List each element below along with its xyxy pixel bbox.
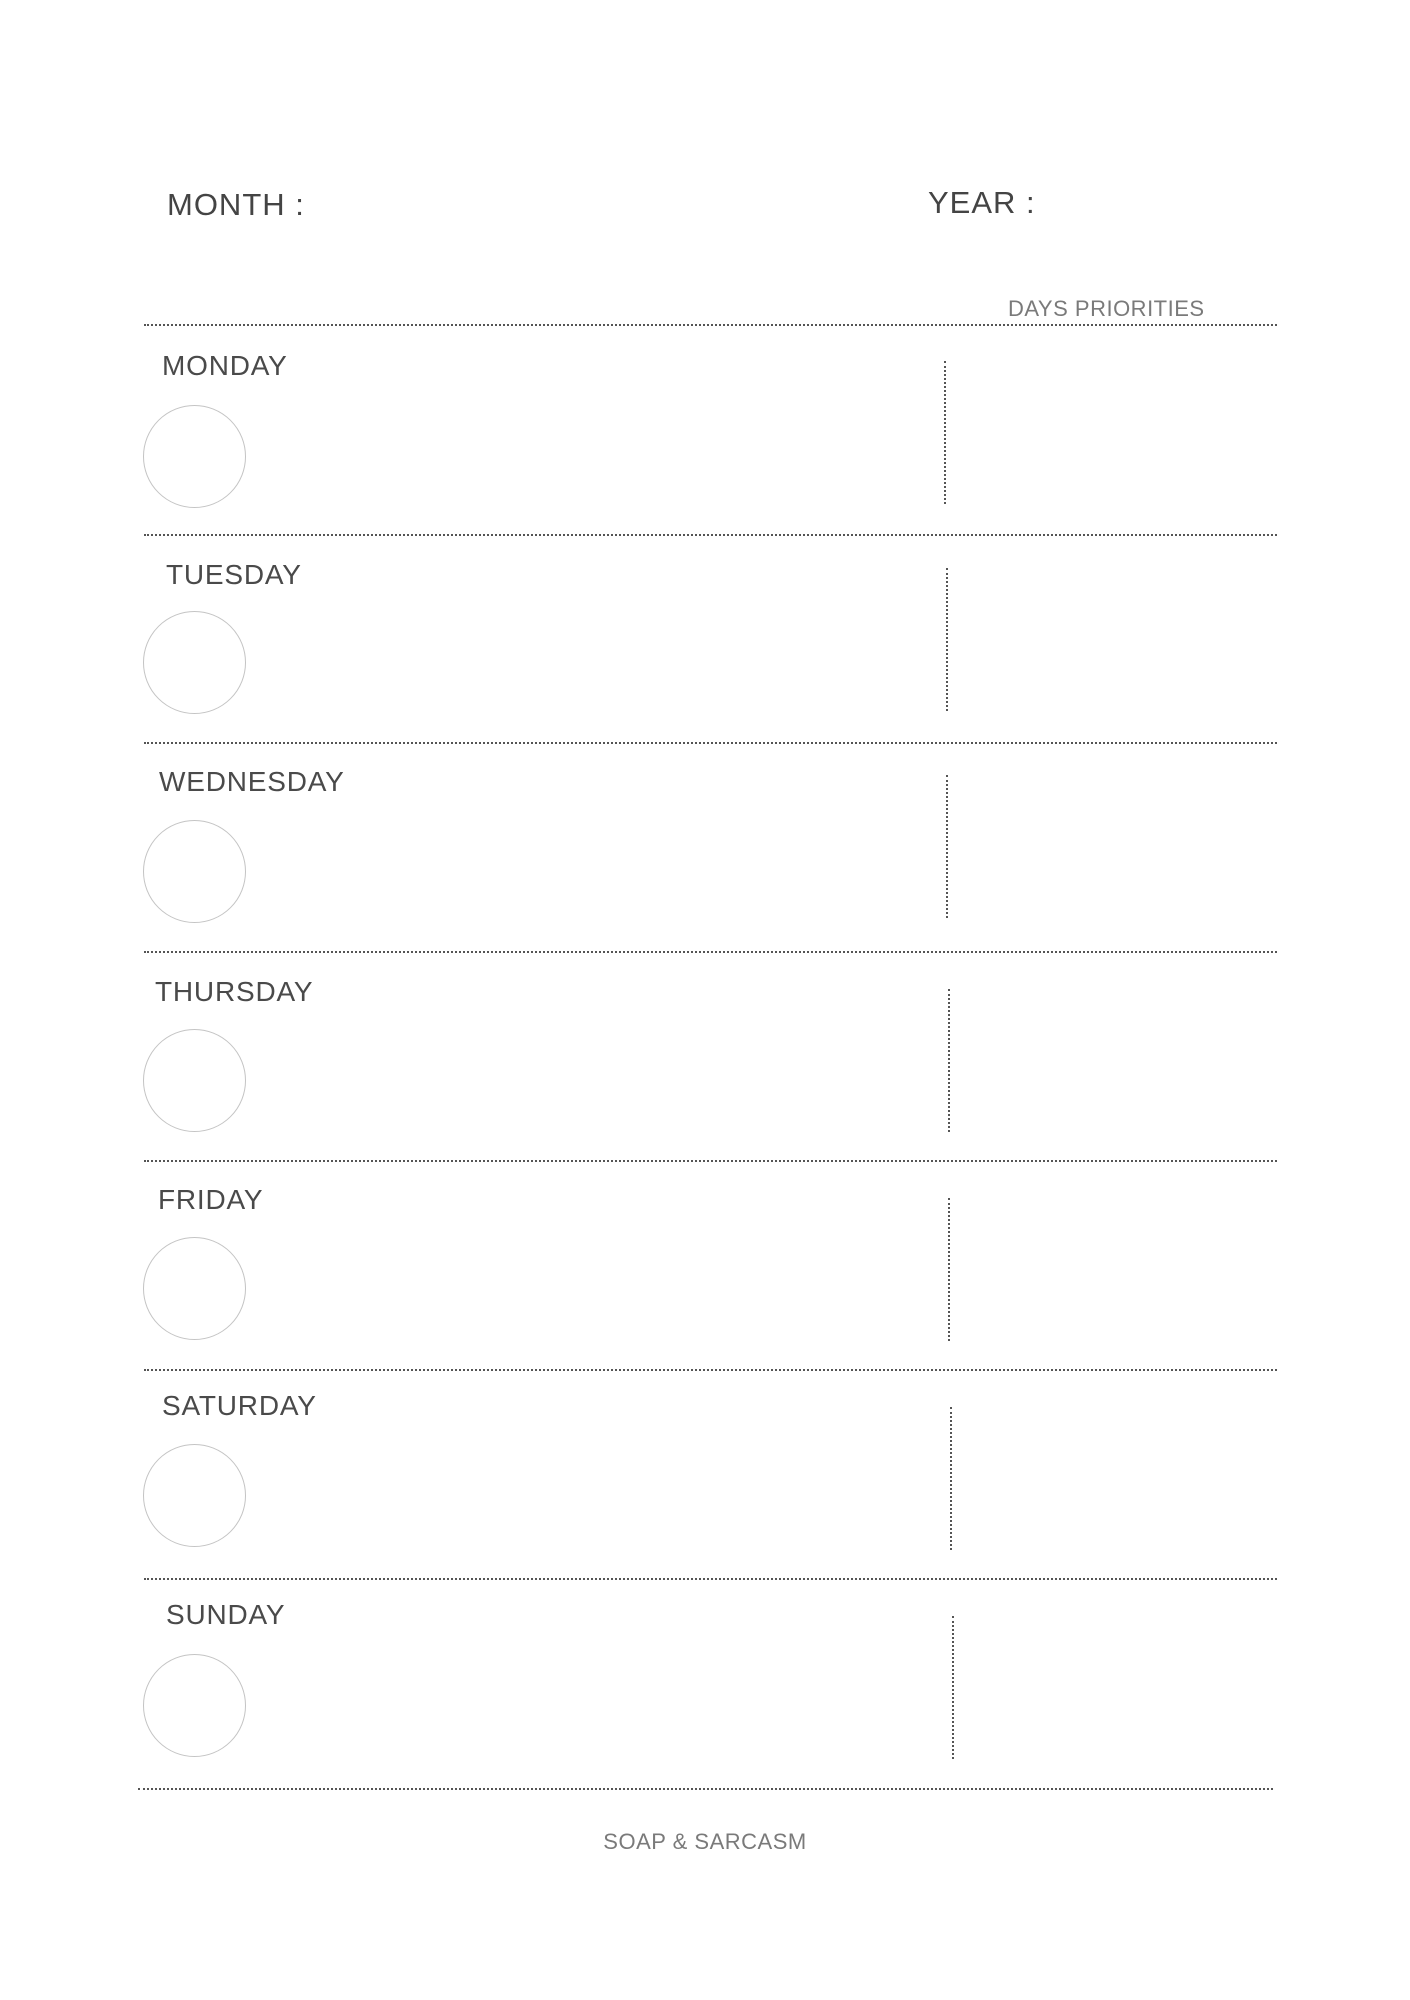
priorities-divider bbox=[948, 989, 950, 1132]
day-label: SUNDAY bbox=[166, 1599, 286, 1630]
priorities-divider bbox=[946, 568, 948, 711]
priorities-divider bbox=[946, 775, 948, 918]
row-divider bbox=[144, 1160, 1277, 1162]
day-check-circle[interactable] bbox=[143, 1029, 246, 1132]
day-section-saturday bbox=[0, 1372, 1410, 1579]
day-label: MONDAY bbox=[162, 350, 288, 381]
day-section-sunday bbox=[0, 1581, 1410, 1788]
year-label: YEAR : bbox=[928, 185, 1036, 220]
day-check-circle[interactable] bbox=[143, 1237, 246, 1340]
day-section-tuesday bbox=[0, 537, 1410, 744]
day-label: SATURDAY bbox=[162, 1390, 317, 1421]
day-check-circle[interactable] bbox=[143, 1444, 246, 1547]
day-check-circle[interactable] bbox=[143, 1654, 246, 1757]
priorities-divider bbox=[950, 1407, 952, 1550]
footer-brand: SOAP & SARCASM bbox=[603, 1829, 807, 1854]
day-section-friday bbox=[0, 1163, 1410, 1370]
row-divider bbox=[144, 742, 1277, 744]
days-priorities-heading: DAYS PRIORITIES bbox=[1008, 296, 1205, 321]
day-label: WEDNESDAY bbox=[159, 766, 345, 797]
row-divider bbox=[144, 534, 1277, 536]
row-divider bbox=[144, 951, 1277, 953]
day-section-wednesday bbox=[0, 745, 1410, 952]
bottom-divider bbox=[138, 1788, 1273, 1790]
priorities-divider bbox=[952, 1616, 954, 1759]
day-section-thursday bbox=[0, 954, 1410, 1161]
top-divider bbox=[144, 324, 1277, 326]
day-label: FRIDAY bbox=[158, 1184, 264, 1215]
priorities-divider bbox=[944, 361, 946, 504]
day-check-circle[interactable] bbox=[143, 611, 246, 714]
day-check-circle[interactable] bbox=[143, 820, 246, 923]
row-divider bbox=[144, 1369, 1277, 1371]
month-label: MONTH : bbox=[167, 187, 305, 222]
day-label: TUESDAY bbox=[166, 559, 302, 590]
priorities-divider bbox=[948, 1198, 950, 1341]
day-section-monday bbox=[0, 327, 1410, 534]
day-check-circle[interactable] bbox=[143, 405, 246, 508]
day-label: THURSDAY bbox=[155, 976, 314, 1007]
row-divider bbox=[144, 1578, 1277, 1580]
